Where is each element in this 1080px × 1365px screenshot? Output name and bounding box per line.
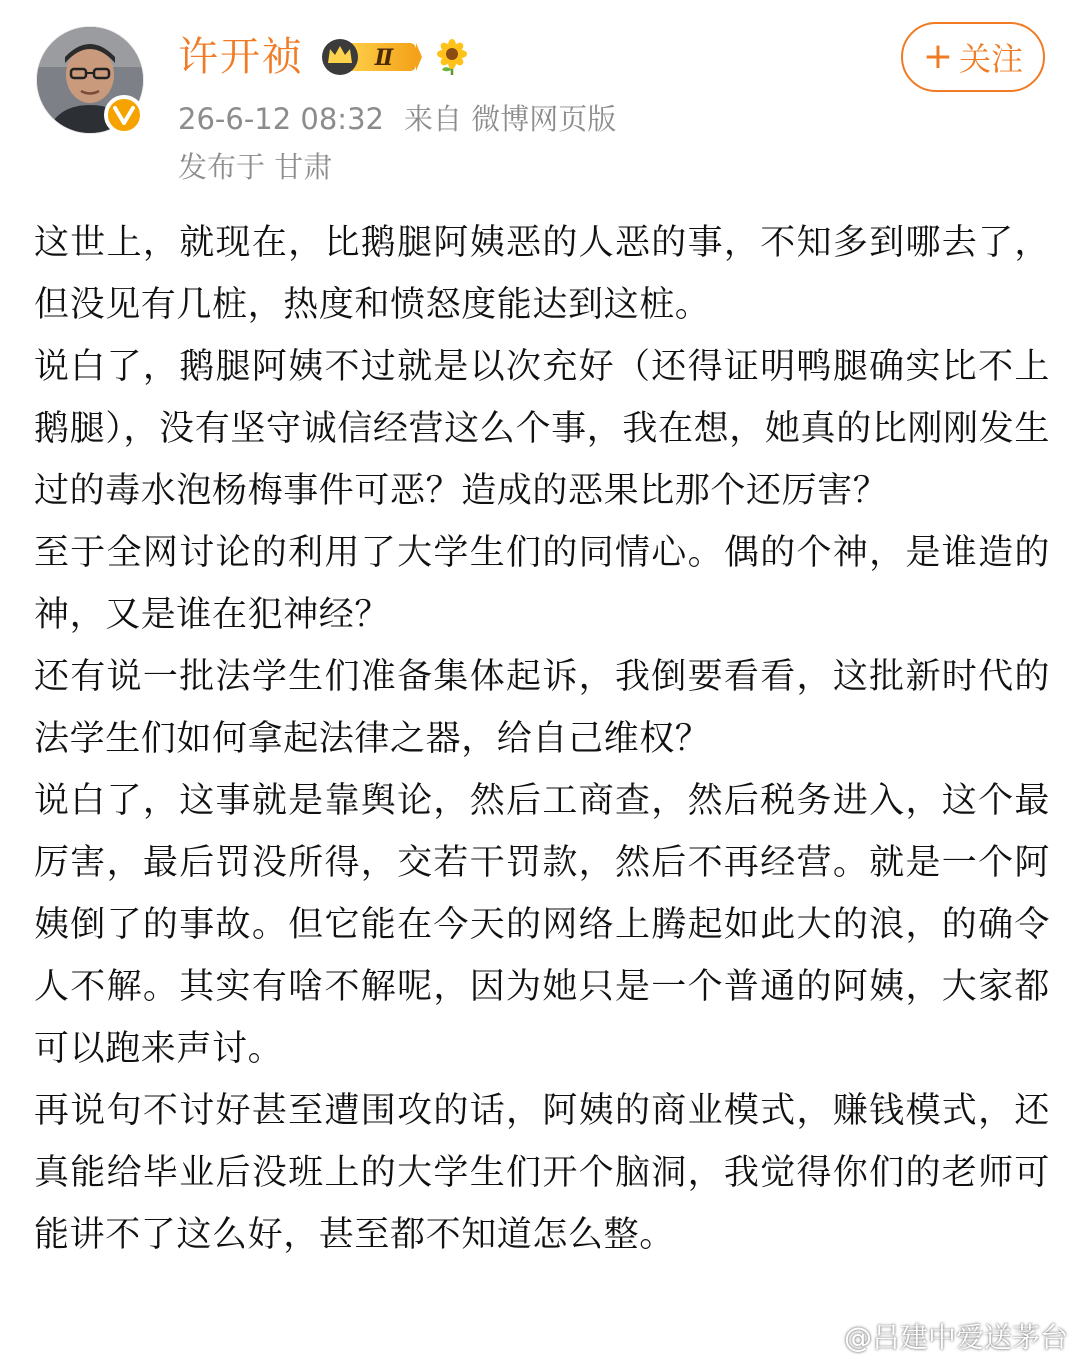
vip-level-text: Ⅱ [374,45,394,71]
vip-level-badge-icon[interactable] [318,37,422,77]
post-paragraph: 这世上，就现在，比鹅腿阿姨恶的人恶的事，不知多到哪去了，但没见有几桩，热度和愤怒度能达到这桩。 [34,223,1050,325]
post-meta [178,98,616,140]
post-paragraph: 说白了，这事就是靠舆论，然后工商查，然后税务进入，这个最厉害，最后罚没所得，交若干罚款，然后不再经营。就是一个阿姨倒了的事故。但它能在今天的网络上腾起如此大的浪，的确令人不解。其实有啥不解呢，因为她只是一个普通的阿姨，大家都可以跑来声讨。 [34,781,1050,1069]
post-paragraph: 说白了，鹅腿阿姨不过就是以次充好（还得证明鸭腿确实比不上鹅腿），没有坚守诚信经营这么个事，我在想，她真的比刚刚发生过的毒水泡杨梅事件可恶？造成的恶果比那个还厉害？ [34,347,1050,511]
watermark [804,1316,1068,1356]
post-source: 来自 微博网页版 [403,102,617,136]
post-body [34,212,1050,1266]
watermark-text: @吕建中爱送茅台 [843,1321,1068,1354]
sunflower-icon [432,37,472,77]
post-paragraph: 再说句不讨好甚至遭围攻的话，阿姨的商业模式，赚钱模式，还真能给毕业后没班上的大学生们开个脑洞，我觉得你们的老师可能讲不了这么好，甚至都不知道怎么整。 [34,1091,1050,1255]
post-location: 发布于 甘肃 [178,150,333,184]
verified-badge [104,95,144,135]
author-name[interactable]: 许开祯 [178,34,304,80]
verified-v-icon [113,105,135,125]
follow-label: 关注 [959,40,1024,78]
post-timestamp[interactable]: 26-6-12 08:32 [178,102,384,136]
author-name-row [178,30,472,84]
post-header [0,0,1080,200]
post-paragraph: 至于全网讨论的利用了大学生们的同情心。偶的个神，是谁造的神，又是谁在犯神经？ [34,533,1050,635]
follow-button[interactable] [901,22,1045,92]
weibo-logo-icon [804,1322,838,1350]
post-paragraph: 还有说一批法学生们准备集体起诉，我倒要看看，这批新时代的法学生们如何拿起法律之器，给自己维权？ [34,657,1050,759]
plus-icon: + [922,36,954,77]
